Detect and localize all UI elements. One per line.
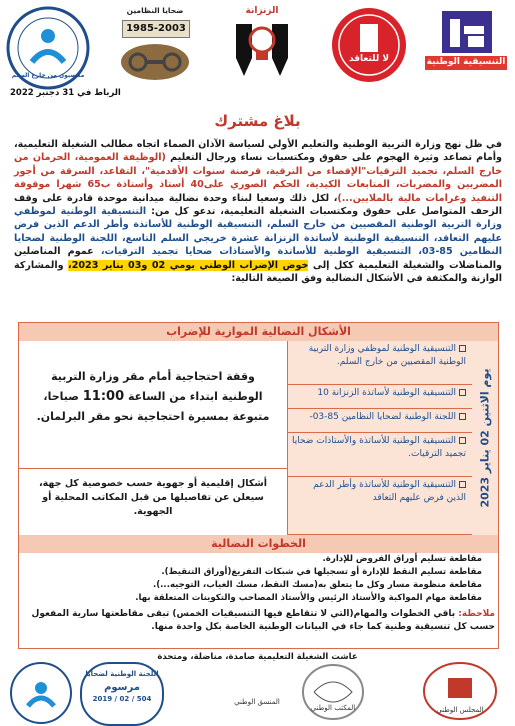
- strike-dates: خوض الإضراب الوطني يومي 02 و03 يناير 2023،: [68, 259, 309, 271]
- footnote-text: باقي الخطوات والمهام(التي لا تتقاطع فيها التنسيقيات الخمس) تبقى مقاطعتها سارية المفعول حسب كل تنسيقية وطنية كما جاء في البيانات الوطنية الخاصة بكل واحدة منها.: [31, 609, 495, 632]
- list-item: مقاطعة مهام المواكبة والأستاذ الرئيس والأستاذ المصاحب والتكوينات المتعلقة بها.: [135, 593, 482, 603]
- page-title: بلاغ مشترك: [214, 112, 301, 130]
- mamnouin-label: مقصيون من خارج السلم: [11, 72, 85, 79]
- date-line: الرباط في 31 دجنبر 2022: [10, 88, 121, 98]
- intro-text-3: عموم المناضلين والمناضلات والشغيلة التعليمية ككل إلى: [14, 246, 502, 271]
- parallel-actions-header: الأشكال النضالية الموازية للإضراب: [19, 323, 498, 341]
- signature-3: المجلس الوطني: [436, 706, 484, 714]
- list-item: مقاطعة تسليم النقط للإدارة أو تسجيلها في شبكات التفريغ(أوراق التنقيط).: [161, 567, 482, 577]
- la-taaqud-label: لا للتعاقد: [348, 54, 390, 64]
- years-value: 1985-2003: [122, 20, 190, 38]
- central-protest-action: وقفة احتجاجية أمام مقر وزارة التربية الوطنية ابتداء من الساعة 11:00 صباحا، متبوعة بمسيرة احتجاجية نحو مقر البرلمان.: [36, 370, 270, 423]
- list-item: مقاطعة منظومة مسار وكل ما يتعلق به(مسك النقط، مسك الغياب، التوجيه...).: [152, 580, 482, 590]
- org-row: التنسيقية الوطنية للأساتذة وأطر الدعم الذين فرض عليهم التعاقد: [287, 477, 472, 535]
- regional-actions: أشكال إقليمية أو جهوية حسب خصوصية كل جهة، سيعلن عن تفاصيلها من قبل المكاتب المحلية أو الجهوية.: [39, 478, 267, 517]
- seal-icon: [8, 660, 74, 726]
- tansiqia-logo: [420, 6, 510, 86]
- intro-organizations: التنسيقية الوطنية لموظفي وزارة التربية الوطنية المقصيين من خارج السلم، التنسيقية الوطنية للأساتذة وأطر الدعم الذين فرض عليهم التعاقد، التنسيقية الوطنية لأساتذة الزنزانة عشرة خريجي السلم التاسع، اللجنة الوطنية لضحايا النظامين 85-03، التنسيقية الوطنية للأساتذة والأستاذات ضحايا تجميد الترقيات،: [14, 206, 502, 258]
- intro-paragraph: [14, 138, 502, 285]
- intro-text-2: ، لكل ذلك وسعيا لبناء وحدة نضالية ميدانية موحدة قادرة على وقف الزحف المتواصل على حقوق ومكتسبات الشغيلة التعليمية، تدعو كل من:: [14, 192, 502, 218]
- la-taaqud-logo: [330, 6, 408, 84]
- org-row: التنسيقية الوطنية لموظفي وزارة التربية الوطنية المقصيين من خارج السلم.: [287, 341, 472, 385]
- footnote-label: ملاحظة:: [458, 609, 495, 619]
- org-row: التنسيقية الوطنية للأساتذة والأستاذات ضحايا تجميد الترقيات.: [287, 433, 472, 477]
- mamnouin-logo: [6, 6, 90, 90]
- seal-icon: [300, 662, 366, 722]
- signature-1: المنسق الوطني: [234, 698, 280, 706]
- day-label: يوم الاثنين 02 يناير 2023: [478, 368, 492, 508]
- intro-demands: (الوظيفة العمومية، الحرمان من خارج السلم، تجميد الترقيات"الإقصاء من الترقية، قرصنة سنوات الأقدمية"، التقاعد، السرقة من أجور المضربين والمضربات، المتابعات الكيدية، الحكم الصوري على40 أستاذ وأستاذة ب65 شهرا موقوفة التنفيذ وغرامات مالية بالملايين...): [14, 152, 502, 204]
- actions-table: [18, 322, 499, 649]
- years-sub-label: ضحايا النظامين: [126, 6, 184, 15]
- closing-slogan: عاشت الشغيلة التعليمية صامدة، مناضلة، ومتحدة: [157, 652, 358, 662]
- list-item: مقاطعة تسليم أوراق الفروض للإدارة.: [322, 554, 482, 564]
- checkbox-icon: [459, 345, 466, 352]
- zinzana-number: 10: [255, 34, 269, 44]
- footnote: [20, 608, 495, 634]
- intro-text-4: والمشاركة الوازنة والمكثفة في الأشكال النضالية وفق الصيغة التالية:: [14, 259, 502, 285]
- tansiqia-label: التنسيقية الوطنية: [426, 57, 506, 67]
- checkbox-icon: [459, 389, 466, 396]
- protest-time: 11:00: [82, 389, 125, 404]
- checkbox-icon: [459, 437, 466, 444]
- zinzana-label: الزنزانة: [245, 6, 279, 16]
- logos-row: [0, 6, 515, 86]
- intro-text-1: في ظل نهج وزارة التربية الوطنية والتعليم الأولي لسياسة الآذان الصماء اتجاه مطالب الشغيلة التعليمية، وأمام تصاعد وثيرة الهجوم على حقوق ومكتسبات نساء ورجال التعليم: [14, 139, 503, 164]
- org-row: اللجنة الوطنية لضحايا النظامين 85-03-: [287, 409, 472, 433]
- zinzana-logo: [222, 6, 302, 86]
- day-column: [471, 341, 498, 535]
- checkbox-icon: [459, 481, 466, 488]
- years-logo: [110, 6, 200, 86]
- official-stamp: اللجنة الوطنية لضحايا مرسوم 504 / 02 / 2019: [80, 662, 164, 726]
- checkbox-icon: [459, 413, 466, 420]
- org-row: التنسيقية الوطنية لأساتذة الزنزانة 10: [287, 385, 472, 409]
- steps-header: الخطوات النضالية: [19, 535, 498, 553]
- signature-2: المكتب الوطني: [310, 704, 356, 712]
